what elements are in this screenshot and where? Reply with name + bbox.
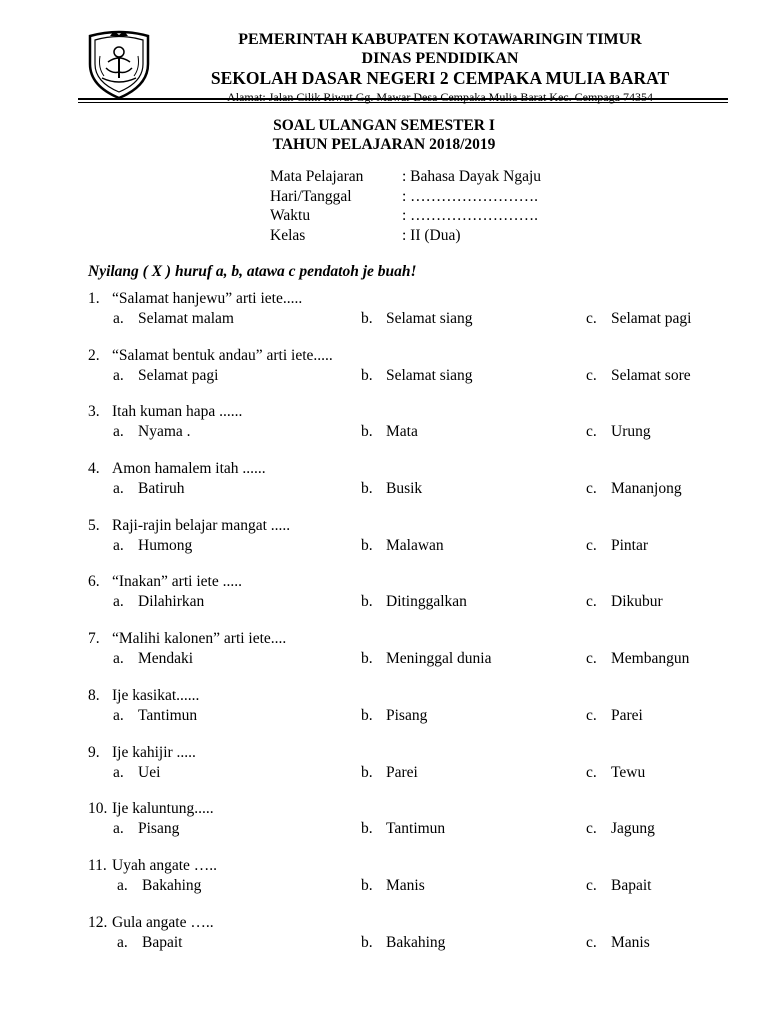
question-stem: Ije kahijir .....: [112, 743, 196, 761]
option-c[interactable]: [586, 536, 648, 555]
question-text: [88, 346, 333, 365]
option-letter: c.: [586, 933, 597, 951]
option-b[interactable]: [361, 422, 418, 441]
instructions: Nyilang ( X ) huruf a, b, atawa c pendatoh je buah!: [88, 263, 417, 280]
option-text: Tantimun: [386, 820, 446, 838]
option-text: Selamat sore: [611, 366, 691, 384]
info-label: Waktu: [270, 207, 311, 224]
option-c[interactable]: [586, 366, 691, 385]
option-letter: c.: [586, 366, 597, 384]
question-number: 1.: [88, 290, 100, 307]
option-text: Mendaki: [138, 650, 194, 668]
option-text: Meninggal dunia: [386, 650, 492, 668]
option-letter: a.: [113, 763, 124, 781]
option-b[interactable]: [361, 366, 473, 385]
question-number: 5.: [88, 516, 100, 534]
option-c[interactable]: [586, 876, 651, 895]
option-c[interactable]: [586, 819, 655, 838]
option-a[interactable]: [117, 933, 182, 952]
option-letter: c.: [586, 706, 597, 724]
option-b[interactable]: [361, 536, 444, 555]
option-letter: b.: [361, 593, 373, 611]
question-item: [0, 516, 768, 573]
option-a[interactable]: [117, 876, 201, 895]
option-letter: a.: [113, 650, 124, 668]
option-letter: c.: [586, 876, 597, 894]
option-text: Parei: [611, 706, 643, 724]
option-letter: b.: [361, 820, 373, 838]
option-letter: a.: [113, 593, 124, 611]
question-text: [88, 686, 199, 705]
option-text: Batiruh: [138, 480, 185, 498]
option-a[interactable]: [113, 706, 197, 725]
question-number: 7.: [88, 630, 100, 648]
option-text: Malawan: [386, 536, 444, 554]
option-letter: c.: [586, 536, 597, 554]
option-letter: b.: [361, 763, 373, 781]
school-address: Alamat: Jalan Cilik Riwut Gg. Mawar Desa Cempaka Mulia Barat Kec. Cempaga 74354: [227, 90, 653, 104]
exam-info: [270, 168, 541, 246]
question-text: [88, 402, 242, 421]
option-letter: a.: [113, 536, 124, 554]
option-c[interactable]: [586, 763, 645, 782]
info-row: [270, 168, 541, 188]
option-a[interactable]: [113, 536, 192, 555]
option-text: Mananjong: [611, 480, 682, 498]
exam-title: SOAL ULANGAN SEMESTER I: [273, 117, 495, 134]
info-value: : Bahasa Dayak Ngaju: [402, 168, 542, 185]
option-letter: b.: [361, 536, 373, 554]
option-c[interactable]: [586, 479, 682, 498]
question-item: [0, 289, 768, 346]
question-stem: Ije kasikat......: [112, 686, 200, 704]
option-text: Selamat pagi: [611, 310, 692, 327]
question-item: [0, 572, 768, 629]
question-item: [0, 686, 768, 743]
option-letter: a.: [113, 820, 124, 838]
question-stem: Raji-rajin belajar mangat .....: [112, 516, 291, 534]
question-number: 8.: [88, 686, 100, 704]
question-text: [88, 289, 302, 308]
option-a[interactable]: [113, 763, 160, 782]
option-text: Selamat malam: [138, 310, 234, 327]
option-text: Mata: [386, 423, 418, 441]
question-item: [0, 856, 768, 913]
question-text: [88, 913, 214, 932]
question-item: [0, 459, 768, 516]
letterhead-divider-thick: [78, 98, 728, 100]
question-item: [0, 346, 768, 403]
question-text: [88, 743, 196, 762]
option-letter: a.: [113, 310, 124, 327]
option-text: Bapait: [142, 933, 183, 951]
option-text: Pisang: [386, 706, 428, 724]
option-b[interactable]: [361, 706, 427, 725]
option-text: Pintar: [611, 536, 649, 554]
question-text: [88, 799, 214, 818]
question-stem: Uyah angate …..: [112, 856, 218, 874]
option-b[interactable]: [361, 933, 445, 952]
option-text: Dikubur: [611, 593, 663, 611]
question-text: [88, 856, 217, 875]
option-text: Humong: [138, 536, 193, 554]
option-letter: c.: [586, 480, 597, 498]
question-stem: “Salamat bentuk andau” arti iete.....: [112, 346, 333, 364]
letterhead: [170, 30, 710, 104]
info-row: [270, 188, 541, 208]
option-text: Nyama .: [138, 423, 191, 441]
option-c[interactable]: [586, 706, 643, 725]
option-a[interactable]: [113, 479, 185, 498]
question-text: [88, 516, 290, 535]
regency-emblem-logo: [86, 28, 152, 100]
government-name: PEMERINTAH KABUPATEN KOTAWARINGIN TIMUR: [238, 31, 642, 48]
option-letter: b.: [361, 423, 373, 441]
option-letter: a.: [113, 423, 124, 441]
option-b[interactable]: [361, 876, 425, 895]
question-item: [0, 743, 768, 800]
question-number: 9.: [88, 743, 100, 761]
question-number: 3.: [88, 403, 100, 421]
question-stem: Ije kaluntung.....: [112, 800, 214, 818]
letterhead-divider-thin: [78, 102, 728, 103]
option-text: Busik: [386, 480, 423, 498]
department-name: DINAS PENDIDIKAN: [361, 50, 519, 67]
question-item: [0, 913, 768, 970]
question-number: 12.: [88, 913, 108, 931]
option-b[interactable]: [361, 309, 473, 328]
option-letter: a.: [113, 706, 124, 724]
option-b[interactable]: [361, 649, 491, 668]
question-item: [0, 799, 768, 856]
question-number: 2.: [88, 346, 100, 364]
option-text: Manis: [611, 933, 650, 951]
question-list: [0, 289, 768, 969]
option-text: Tantimun: [138, 706, 198, 724]
option-text: Bakahing: [142, 876, 202, 894]
question-stem: “Inakan” arti iete .....: [112, 573, 242, 591]
option-c[interactable]: [586, 649, 689, 668]
question-text: [88, 629, 286, 648]
question-number: 6.: [88, 573, 100, 591]
question-stem: Amon hamalem itah ......: [112, 460, 266, 478]
option-letter: a.: [113, 366, 124, 384]
option-letter: a.: [117, 876, 128, 894]
info-label: Kelas: [270, 226, 306, 244]
option-c[interactable]: [586, 933, 650, 952]
option-letter: c.: [586, 820, 597, 838]
option-a[interactable]: [113, 422, 191, 441]
option-letter: c.: [586, 650, 597, 668]
question-number: 11.: [88, 856, 107, 874]
option-letter: a.: [113, 480, 124, 498]
info-value: : …………………….: [402, 207, 539, 224]
option-text: Membangun: [611, 650, 690, 668]
option-letter: b.: [361, 876, 373, 894]
option-text: Tewu: [611, 763, 646, 781]
question-item: [0, 629, 768, 686]
option-text: Selamat pagi: [138, 366, 219, 384]
school-name: SEKOLAH DASAR NEGERI 2 CEMPAKA MULIA BARAT: [210, 68, 670, 88]
option-letter: c.: [586, 593, 597, 611]
option-c[interactable]: [586, 592, 663, 611]
option-text: Uei: [138, 763, 161, 781]
info-label: Hari/Tanggal: [270, 187, 352, 205]
option-text: Jagung: [611, 820, 655, 838]
option-text: Manis: [386, 876, 425, 894]
option-letter: b.: [361, 310, 373, 327]
option-text: Dilahirkan: [138, 593, 205, 611]
option-letter: b.: [361, 933, 373, 951]
option-text: Pisang: [138, 820, 180, 838]
option-letter: c.: [586, 763, 597, 781]
option-b[interactable]: [361, 592, 467, 611]
info-value: : …………………….: [402, 187, 539, 205]
info-value: : II (Dua): [402, 226, 461, 244]
option-text: Selamat siang: [386, 310, 473, 327]
question-number: 10.: [88, 800, 108, 818]
option-a[interactable]: [113, 819, 179, 838]
option-letter: b.: [361, 480, 373, 498]
option-letter: c.: [586, 423, 597, 441]
option-c[interactable]: [586, 422, 651, 441]
option-text: Bakahing: [386, 933, 446, 951]
question-stem: Itah kuman hapa ......: [112, 403, 243, 421]
option-letter: b.: [361, 706, 373, 724]
info-row: [270, 207, 541, 227]
option-a[interactable]: [113, 366, 219, 385]
option-a[interactable]: [113, 309, 234, 328]
question-stem: Gula angate …..: [112, 913, 214, 931]
option-a[interactable]: [113, 592, 204, 611]
option-text: Ditinggalkan: [386, 593, 467, 611]
option-c[interactable]: [586, 309, 692, 328]
question-item: [0, 402, 768, 459]
option-text: Bapait: [611, 876, 652, 894]
option-b[interactable]: [361, 763, 418, 782]
option-text: Parei: [386, 763, 418, 781]
option-b[interactable]: [361, 479, 422, 498]
question-number: 4.: [88, 460, 100, 478]
question-stem: “Malihi kalonen” arti iete....: [112, 630, 287, 648]
question-text: [88, 572, 242, 591]
info-label: Mata Pelajaran: [270, 168, 364, 185]
option-a[interactable]: [113, 649, 193, 668]
option-letter: b.: [361, 366, 373, 384]
option-b[interactable]: [361, 819, 445, 838]
option-text: Urung: [611, 423, 651, 441]
question-stem: “Salamat hanjewu” arti iete.....: [112, 290, 303, 307]
option-letter: c.: [586, 310, 597, 327]
question-text: [88, 459, 266, 478]
option-text: Selamat siang: [386, 366, 473, 384]
option-letter: b.: [361, 650, 373, 668]
info-row: [270, 227, 541, 247]
academic-year: TAHUN PELAJARAN 2018/2019: [272, 136, 496, 153]
option-letter: a.: [117, 933, 128, 951]
